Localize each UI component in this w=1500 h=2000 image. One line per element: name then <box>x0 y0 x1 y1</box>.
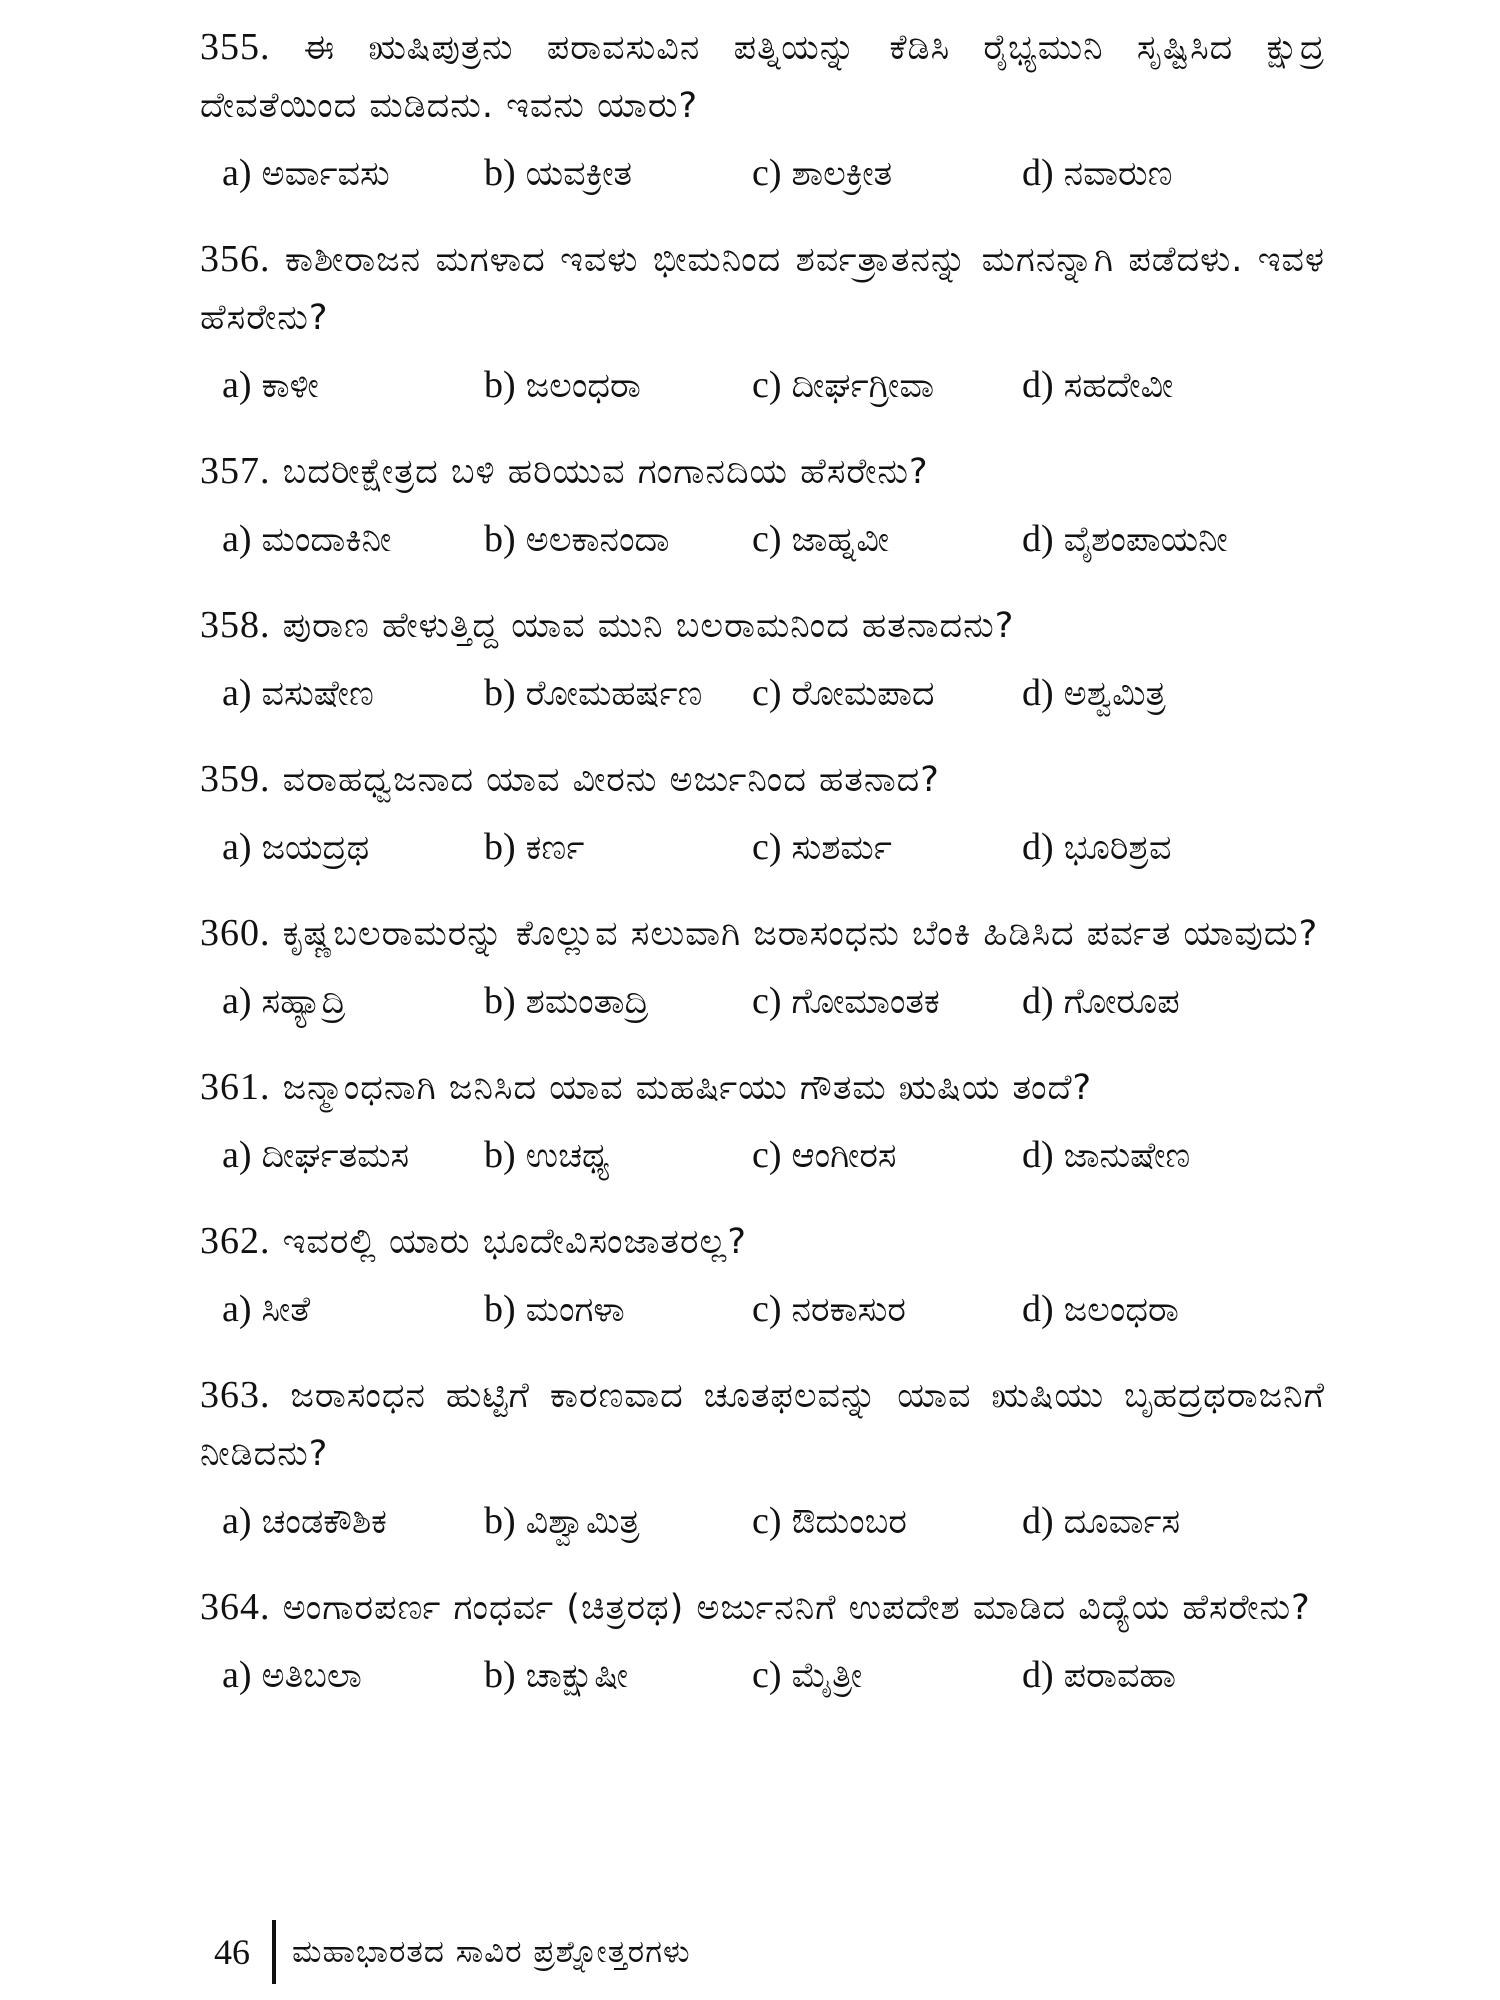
option-text: ಔದುಂಬರ <box>791 1502 907 1542</box>
option-letter: c) <box>752 672 782 714</box>
option-letter: a) <box>222 826 252 868</box>
option-text: ಜಾನುಷೇಣ <box>1063 1136 1191 1176</box>
option-text: ದೂರ್ವಾಸ <box>1063 1502 1181 1542</box>
option-a <box>222 671 484 716</box>
option-letter: a) <box>222 672 252 714</box>
option-d <box>1022 1653 1322 1698</box>
option-letter: c) <box>752 1654 782 1696</box>
question-text <box>200 1212 1325 1271</box>
option-c <box>752 979 1022 1024</box>
option-text: ಮಂಗಳಾ <box>525 1290 625 1330</box>
options-row <box>200 1653 1325 1698</box>
option-text: ಯವಕ್ರೀತ <box>525 154 633 194</box>
option-text: ದೀರ್ಘಗ್ರೀವಾ <box>791 366 935 406</box>
option-text: ಶಮಂತಾದ್ರಿ <box>525 982 649 1022</box>
option-text: ಆಂಗೀರಸ <box>791 1136 897 1176</box>
question-text <box>200 442 1325 501</box>
option-a <box>222 151 484 196</box>
option-letter: c) <box>752 1134 782 1176</box>
option-letter: d) <box>1022 152 1054 194</box>
option-text: ಶಾಲಕ್ರೀತ <box>791 154 893 194</box>
option-a <box>222 1133 484 1178</box>
question-body: ಜರಾಸಂಧನ ಹುಟ್ಟಿಗೆ ಕಾರಣವಾದ ಚೂತಫಲವನ್ನು ಯಾವ ಋಷಿಯು ಬೃಹದ್ರಥರಾಜನಿಗೆ ನೀಡಿದನು? <box>200 1376 1325 1474</box>
option-text: ಕರ್ಣ <box>525 828 585 868</box>
option-d <box>1022 1287 1322 1332</box>
option-b <box>484 1133 752 1178</box>
option-d <box>1022 517 1322 562</box>
options-row <box>200 1287 1325 1332</box>
question-text <box>200 750 1325 809</box>
option-letter: b) <box>484 672 516 714</box>
option-c <box>752 151 1022 196</box>
option-text: ಮಂದಾಕಿನೀ <box>261 520 392 560</box>
option-c <box>752 1653 1022 1698</box>
option-text: ಗೋರೂಪ <box>1063 982 1180 1022</box>
options-row <box>200 671 1325 716</box>
page-footer <box>214 1920 691 1984</box>
option-letter: d) <box>1022 518 1054 560</box>
question-body: ವರಾಹಧ್ವಜನಾದ ಯಾವ ವೀರನು ಅರ್ಜುನಿಂದ ಹತನಾದ? <box>282 760 940 800</box>
option-b <box>484 151 752 196</box>
option-letter: d) <box>1022 980 1054 1022</box>
option-letter: b) <box>484 826 516 868</box>
option-letter: b) <box>484 980 516 1022</box>
option-text: ಪರಾವಹಾ <box>1063 1656 1177 1696</box>
option-a <box>222 517 484 562</box>
option-letter: d) <box>1022 672 1054 714</box>
option-letter: a) <box>222 152 252 194</box>
option-text: ಸಹ್ಯಾದ್ರಿ <box>261 982 346 1022</box>
option-letter: b) <box>484 364 516 406</box>
option-letter: b) <box>484 152 516 194</box>
option-d <box>1022 671 1322 716</box>
option-letter: a) <box>222 1288 252 1330</box>
option-b <box>484 1287 752 1332</box>
question-body: ಪುರಾಣ ಹೇಳುತ್ತಿದ್ದ ಯಾವ ಮುನಿ ಬಲರಾಮನಿಂದ ಹತನಾದನು? <box>282 606 1015 646</box>
question-text <box>200 1578 1325 1637</box>
option-letter: b) <box>484 518 516 560</box>
question-text <box>200 904 1325 963</box>
option-letter: c) <box>752 364 782 406</box>
option-text: ದೀರ್ಘತಮಸ <box>261 1136 410 1176</box>
question-number: 364. <box>200 1586 271 1628</box>
option-a <box>222 979 484 1024</box>
option-a <box>222 825 484 870</box>
options-row <box>200 979 1325 1024</box>
question-number: 363. <box>200 1374 271 1416</box>
option-a <box>222 1287 484 1332</box>
option-text: ವಿಶ್ವಾಮಿತ್ರ <box>525 1502 640 1542</box>
question-number: 355. <box>200 26 271 68</box>
question-list <box>200 18 1325 1732</box>
options-row <box>200 151 1325 196</box>
question-text <box>200 596 1325 655</box>
option-text: ಅರ್ವಾವಸು <box>261 154 390 194</box>
option-letter: c) <box>752 826 782 868</box>
question-body: ಬದರೀಕ್ಷೇತ್ರದ ಬಳಿ ಹರಿಯುವ ಗಂಗಾನದಿಯ ಹೆಸರೇನು? <box>282 452 929 492</box>
option-text: ಭೂರಿಶ್ರವ <box>1063 828 1172 868</box>
option-letter: d) <box>1022 826 1054 868</box>
option-c <box>752 1133 1022 1178</box>
option-text: ನರಕಾಸುರ <box>791 1290 906 1330</box>
options-row <box>200 517 1325 562</box>
option-b <box>484 363 752 408</box>
option-letter: a) <box>222 1134 252 1176</box>
options-row <box>200 1499 1325 1544</box>
option-c <box>752 517 1022 562</box>
option-text: ವಸುಷೇಣ <box>261 674 374 714</box>
option-letter: d) <box>1022 1654 1054 1696</box>
option-d <box>1022 151 1322 196</box>
question-number: 360. <box>200 912 271 954</box>
option-text: ಜಯದ್ರಥ <box>261 828 370 868</box>
option-c <box>752 363 1022 408</box>
option-letter: a) <box>222 980 252 1022</box>
option-text: ವೈಶಂಪಾಯನೀ <box>1063 520 1228 560</box>
option-c <box>752 825 1022 870</box>
option-b <box>484 671 752 716</box>
question-body: ಜನ್ಮಾಂಧನಾಗಿ ಜನಿಸಿದ ಯಾವ ಮಹರ್ಷಿಯು ಗೌತಮ ಋಷಿಯ ತಂದೆ? <box>282 1068 1093 1108</box>
question-361 <box>200 1058 1325 1178</box>
question-number: 359. <box>200 758 271 800</box>
option-letter: d) <box>1022 1288 1054 1330</box>
question-text <box>200 1366 1325 1483</box>
option-letter: c) <box>752 1288 782 1330</box>
option-text: ಸುಶರ್ಮ <box>791 828 892 868</box>
option-letter: c) <box>752 152 782 194</box>
footer-divider <box>272 1920 276 1984</box>
question-358 <box>200 596 1325 716</box>
option-letter: a) <box>222 518 252 560</box>
question-362 <box>200 1212 1325 1332</box>
option-c <box>752 1287 1022 1332</box>
option-text: ಕಾಳೀ <box>261 366 319 406</box>
option-text: ಚಾಕ್ಷುಷೀ <box>525 1656 629 1696</box>
option-letter: c) <box>752 1500 782 1542</box>
option-letter: b) <box>484 1134 516 1176</box>
options-row <box>200 1133 1325 1178</box>
option-b <box>484 1499 752 1544</box>
option-letter: d) <box>1022 364 1054 406</box>
option-text: ರೋಮಹರ್ಷಣ <box>525 674 703 714</box>
question-body: ಅಂಗಾರಪರ್ಣ ಗಂಧರ್ವ (ಚಿತ್ರರಥ) ಅರ್ಜುನನಿಗೆ ಉಪದೇಶ ಮಾಡಿದ ವಿದ್ಯೆಯ ಹೆಸರೇನು? <box>282 1588 1311 1628</box>
option-text: ಜಲಂಧರಾ <box>525 366 641 406</box>
question-body: ಕಾಶೀರಾಜನ ಮಗಳಾದ ಇವಳು ಭೀಮನಿಂದ ಶರ್ವತ್ರಾತನನ್ನು ಮಗನನ್ನಾಗಿ ಪಡೆದಳು. ಇವಳ ಹೆಸರೇನು? <box>200 240 1325 338</box>
option-text: ರೋಮಪಾದ <box>791 674 935 714</box>
option-b <box>484 825 752 870</box>
option-text: ಸಹದೇವೀ <box>1063 366 1174 406</box>
option-a <box>222 1499 484 1544</box>
option-text: ಮೈತ್ರೀ <box>791 1656 863 1696</box>
options-row <box>200 825 1325 870</box>
options-row <box>200 363 1325 408</box>
option-b <box>484 979 752 1024</box>
option-letter: c) <box>752 518 782 560</box>
option-text: ಅಶ್ವಮಿತ್ರ <box>1063 674 1166 714</box>
question-number: 357. <box>200 450 271 492</box>
option-c <box>752 671 1022 716</box>
option-a <box>222 363 484 408</box>
option-b <box>484 517 752 562</box>
question-text <box>200 230 1325 347</box>
book-title: ಮಹಾಭಾರತದ ಸಾವಿರ ಪ್ರಶ್ನೋತ್ತರಗಳು <box>292 1933 691 1970</box>
question-body: ಈ ಋಷಿಪುತ್ರನು ಪರಾವಸುವಿನ ಪತ್ನಿಯನ್ನು ಕೆಡಿಸಿ ರೈಭ್ಯಮುನಿ ಸೃಷ್ಟಿಸಿದ ಕ್ಷುದ್ರ ದೇವತೆಯಿಂದ ಮಡಿದನು. ಇವನು ಯಾರು? <box>200 28 1325 126</box>
question-text <box>200 18 1325 135</box>
question-364 <box>200 1578 1325 1698</box>
question-363 <box>200 1366 1325 1544</box>
question-body: ಇವರಲ್ಲಿ ಯಾರು ಭೂದೇವಿಸಂಜಾತರಲ್ಲ? <box>282 1222 747 1262</box>
page-number: 46 <box>214 1932 250 1972</box>
option-c <box>752 1499 1022 1544</box>
option-text: ಜಾಹ್ನವೀ <box>791 520 890 560</box>
option-a <box>222 1653 484 1698</box>
question-number: 358. <box>200 604 271 646</box>
option-letter: a) <box>222 1500 252 1542</box>
option-text: ಉಚಥ್ಯ <box>525 1136 610 1176</box>
question-357 <box>200 442 1325 562</box>
option-letter: a) <box>222 1654 252 1696</box>
option-text: ಗೋಮಾಂತಕ <box>791 982 940 1022</box>
option-d <box>1022 1499 1322 1544</box>
option-b <box>484 1653 752 1698</box>
question-text <box>200 1058 1325 1117</box>
question-360 <box>200 904 1325 1024</box>
option-d <box>1022 979 1322 1024</box>
option-text: ಸೀತೆ <box>261 1290 311 1330</box>
option-letter: b) <box>484 1288 516 1330</box>
option-letter: b) <box>484 1654 516 1696</box>
option-letter: d) <box>1022 1134 1054 1176</box>
option-letter: c) <box>752 980 782 1022</box>
option-text: ಚಂಡಕೌಶಿಕ <box>261 1502 387 1542</box>
question-body: ಕೃಷ್ಣಬಲರಾಮರನ್ನು ಕೊಲ್ಲುವ ಸಲುವಾಗಿ ಜರಾಸಂಧನು ಬೆಂಕಿ ಹಿಡಿಸಿದ ಪರ್ವತ ಯಾವುದು? <box>282 914 1319 954</box>
question-number: 356. <box>200 238 271 280</box>
option-letter: b) <box>484 1500 516 1542</box>
question-number: 361. <box>200 1066 271 1108</box>
option-letter: a) <box>222 364 252 406</box>
question-number: 362. <box>200 1220 271 1262</box>
option-d <box>1022 825 1322 870</box>
option-letter: d) <box>1022 1500 1054 1542</box>
question-356 <box>200 230 1325 408</box>
option-d <box>1022 1133 1322 1178</box>
option-text: ಅಲಕಾನಂದಾ <box>525 520 670 560</box>
question-359 <box>200 750 1325 870</box>
question-355 <box>200 18 1325 196</box>
option-d <box>1022 363 1322 408</box>
option-text: ನವಾರುಣ <box>1063 154 1173 194</box>
option-text: ಅತಿಬಲಾ <box>261 1656 362 1696</box>
option-text: ಜಲಂಧರಾ <box>1063 1290 1179 1330</box>
